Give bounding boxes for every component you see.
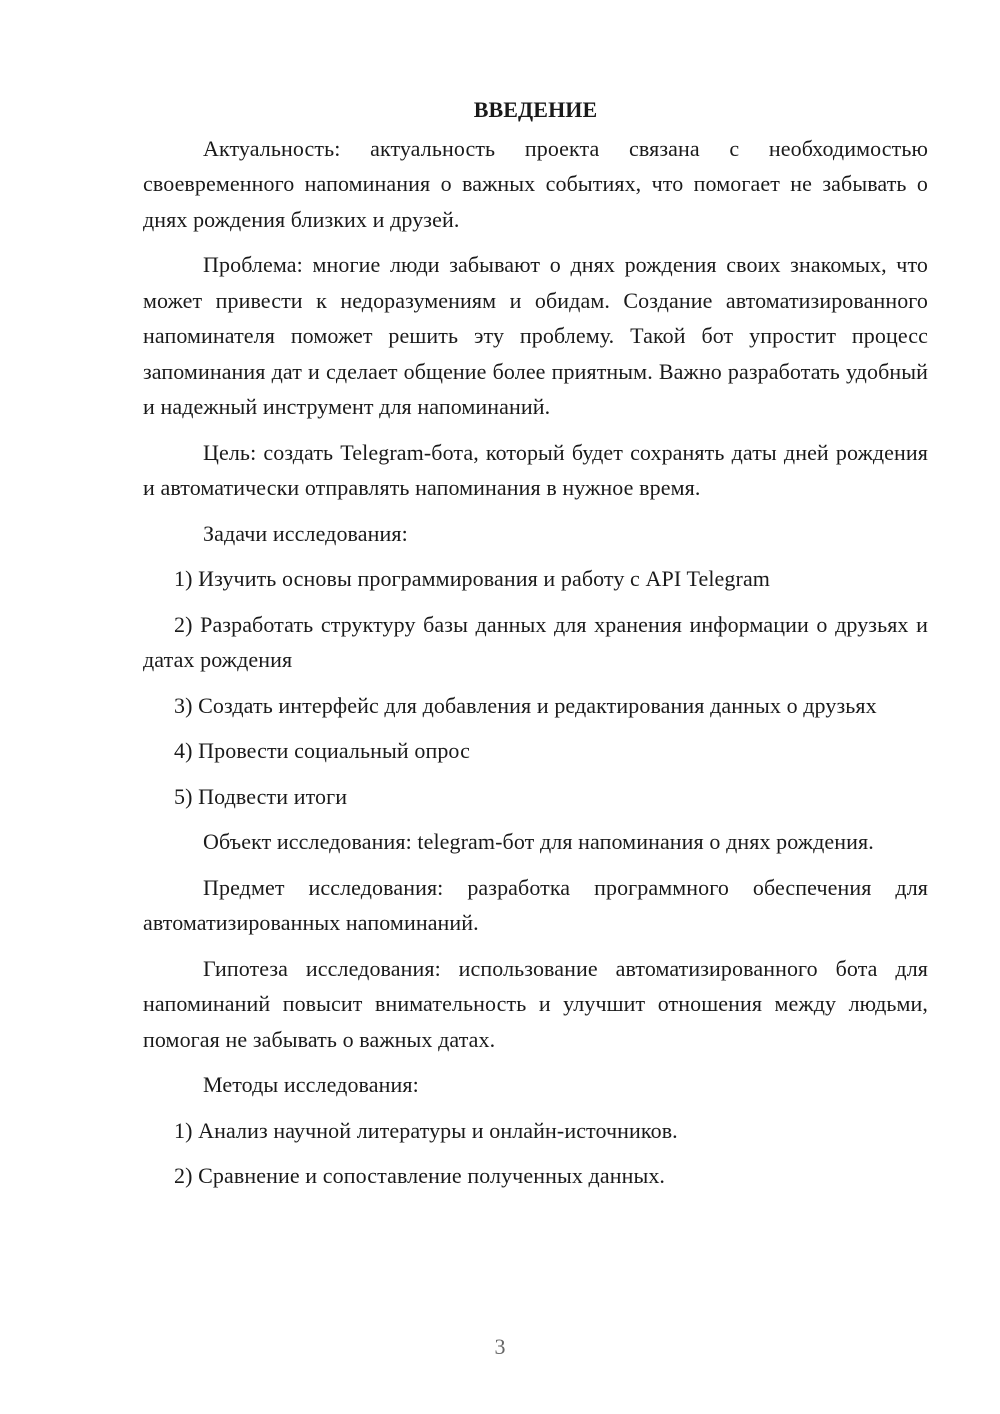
task-item: 4) Провести социальный опрос [174, 738, 470, 763]
task-item: 1) Изучить основы программирования и работу с API Telegram [174, 566, 771, 591]
goal-paragraph: Цель: создать Telegram-бота, который будет сохранять даты дней рождения и автоматически отправлять напоминания в нужное время. [143, 439, 928, 500]
problem-paragraph: Проблема: многие люди забывают о днях рождения своих знакомых, что может привести к недоразумениям и обидам. Создание автоматизированного напоминателя поможет решить эту проблему. Такой бот упростит процесс запоминания дат и сделает общение более приятным. Важно разработать удобный и надежный инструмент для напоминаний. [143, 252, 928, 419]
document-page [143, 92, 928, 1204]
methods-heading: Методы исследования: [203, 1072, 419, 1097]
page-number: 3 [494, 1334, 506, 1359]
hypothesis-paragraph: Гипотеза исследования: использование автоматизированного бота для напоминаний повысит внимательность и улучшит отношения между людьми, помогая не забывать о важных датах. [143, 955, 928, 1052]
task-item: 3) Создать интерфейс для добавления и редактирования данных о друзьях [174, 692, 877, 718]
task-item: 2) Разработать структуру базы данных для хранения информации о друзьях и датах рождения [143, 611, 928, 672]
relevance-paragraph: Актуальность: актуальность проекта связана с необходимостью своевременного напоминания о важных событиях, что помогает не забывать о днях рождения близких и друзей. [143, 135, 928, 232]
section-title: ВВЕДЕНИЕ [473, 97, 598, 122]
method-item: 2) Сравнение и сопоставление полученных данных. [174, 1163, 666, 1188]
object-paragraph: Объект исследования: telegram-бот для напоминания о днях рождения. [203, 829, 874, 854]
method-item: 1) Анализ научной литературы и онлайн-источников. [174, 1117, 678, 1143]
tasks-heading: Задачи исследования: [203, 520, 408, 546]
task-item: 5) Подвести итоги [174, 783, 348, 809]
subject-paragraph: Предмет исследования: разработка программного обеспечения для автоматизированных напоминаний. [143, 874, 928, 935]
